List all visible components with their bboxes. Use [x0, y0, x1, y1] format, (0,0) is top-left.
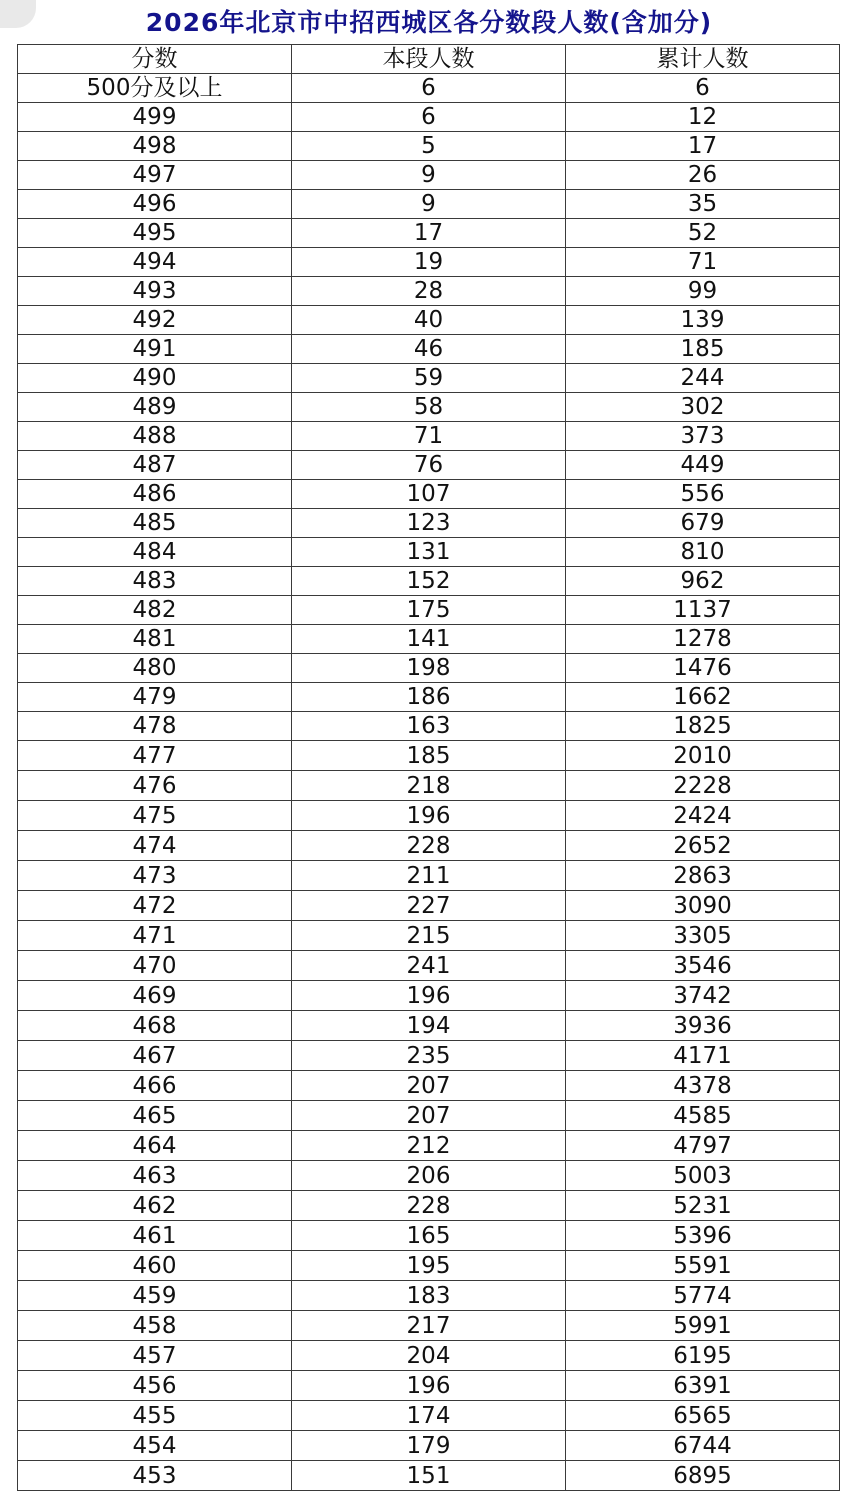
cumulative-count-cell: 2010 — [566, 741, 840, 771]
cumulative-count-cell: 3546 — [566, 951, 840, 981]
segment-count-cell: 227 — [292, 891, 566, 921]
segment-count-cell: 9 — [292, 161, 566, 190]
table-row — [18, 1161, 840, 1191]
score-cell: 493 — [18, 277, 292, 306]
segment-count-cell: 185 — [292, 741, 566, 771]
table-row — [18, 861, 840, 891]
segment-count-cell: 107 — [292, 480, 566, 509]
table-row — [18, 1131, 840, 1161]
cumulative-count-cell: 449 — [566, 451, 840, 480]
table-row — [18, 801, 840, 831]
score-cell: 494 — [18, 248, 292, 277]
score-cell: 464 — [18, 1131, 292, 1161]
table-row — [18, 654, 840, 683]
table-row — [18, 74, 840, 103]
table-row — [18, 1041, 840, 1071]
cumulative-count-cell: 3742 — [566, 981, 840, 1011]
segment-count-cell: 28 — [292, 277, 566, 306]
table-row — [18, 1341, 840, 1371]
score-cell: 463 — [18, 1161, 292, 1191]
segment-count-cell: 198 — [292, 654, 566, 683]
table-row — [18, 335, 840, 364]
score-cell: 482 — [18, 596, 292, 625]
segment-count-cell: 186 — [292, 683, 566, 712]
segment-count-cell: 196 — [292, 981, 566, 1011]
score-cell: 455 — [18, 1401, 292, 1431]
cumulative-count-cell: 185 — [566, 335, 840, 364]
table-row — [18, 771, 840, 801]
score-cell: 473 — [18, 861, 292, 891]
cumulative-count-cell: 4585 — [566, 1101, 840, 1131]
segment-count-cell: 218 — [292, 771, 566, 801]
segment-count-cell: 196 — [292, 1371, 566, 1401]
cumulative-count-cell: 2424 — [566, 801, 840, 831]
table-body — [18, 74, 840, 1491]
table-row — [18, 538, 840, 567]
table-row — [18, 161, 840, 190]
score-cell: 466 — [18, 1071, 292, 1101]
cumulative-count-cell: 2652 — [566, 831, 840, 861]
score-cell: 470 — [18, 951, 292, 981]
cumulative-count-cell: 4378 — [566, 1071, 840, 1101]
cumulative-count-cell: 35 — [566, 190, 840, 219]
header-score: 分数 — [18, 45, 292, 74]
cumulative-count-cell: 17 — [566, 132, 840, 161]
score-cell: 484 — [18, 538, 292, 567]
segment-count-cell: 9 — [292, 190, 566, 219]
segment-count-cell: 165 — [292, 1221, 566, 1251]
table-row — [18, 509, 840, 538]
cumulative-count-cell: 3305 — [566, 921, 840, 951]
table-row — [18, 1311, 840, 1341]
score-cell: 458 — [18, 1311, 292, 1341]
page-title: 2026年北京市中招西城区各分数段人数(含加分) — [145, 8, 713, 37]
cumulative-count-cell: 5774 — [566, 1281, 840, 1311]
table-row — [18, 132, 840, 161]
table-row — [18, 683, 840, 712]
score-cell: 499 — [18, 103, 292, 132]
segment-count-cell: 204 — [292, 1341, 566, 1371]
segment-count-cell: 40 — [292, 306, 566, 335]
segment-count-cell: 19 — [292, 248, 566, 277]
cumulative-count-cell: 6391 — [566, 1371, 840, 1401]
cumulative-count-cell: 1825 — [566, 712, 840, 741]
segment-count-cell: 196 — [292, 801, 566, 831]
cumulative-count-cell: 5231 — [566, 1191, 840, 1221]
score-cell: 490 — [18, 364, 292, 393]
table-row — [18, 451, 840, 480]
cumulative-count-cell: 373 — [566, 422, 840, 451]
cumulative-count-cell: 6 — [566, 74, 840, 103]
cumulative-count-cell: 12 — [566, 103, 840, 132]
segment-count-cell: 194 — [292, 1011, 566, 1041]
score-cell: 460 — [18, 1251, 292, 1281]
segment-count-cell: 163 — [292, 712, 566, 741]
table-row — [18, 921, 840, 951]
table-header-row — [18, 45, 840, 74]
score-cell: 495 — [18, 219, 292, 248]
score-cell: 479 — [18, 683, 292, 712]
score-cell: 480 — [18, 654, 292, 683]
cumulative-count-cell: 244 — [566, 364, 840, 393]
score-cell: 467 — [18, 1041, 292, 1071]
cumulative-count-cell: 5003 — [566, 1161, 840, 1191]
score-cell: 478 — [18, 712, 292, 741]
score-cell: 496 — [18, 190, 292, 219]
segment-count-cell: 152 — [292, 567, 566, 596]
table-row — [18, 1221, 840, 1251]
table-row — [18, 306, 840, 335]
table-row — [18, 1281, 840, 1311]
table-row — [18, 422, 840, 451]
score-cell: 456 — [18, 1371, 292, 1401]
cumulative-count-cell: 26 — [566, 161, 840, 190]
segment-count-cell: 207 — [292, 1101, 566, 1131]
table-row — [18, 103, 840, 132]
cumulative-count-cell: 1476 — [566, 654, 840, 683]
cumulative-count-cell: 810 — [566, 538, 840, 567]
segment-count-cell: 235 — [292, 1041, 566, 1071]
score-cell: 475 — [18, 801, 292, 831]
cumulative-count-cell: 1137 — [566, 596, 840, 625]
score-cell: 498 — [18, 132, 292, 161]
table-row — [18, 981, 840, 1011]
score-cell: 476 — [18, 771, 292, 801]
table-row — [18, 951, 840, 981]
header-cumulative-count: 累计人数 — [566, 45, 840, 74]
score-cell: 487 — [18, 451, 292, 480]
segment-count-cell: 174 — [292, 1401, 566, 1431]
segment-count-cell: 241 — [292, 951, 566, 981]
segment-count-cell: 46 — [292, 335, 566, 364]
cumulative-count-cell: 4171 — [566, 1041, 840, 1071]
table-row — [18, 393, 840, 422]
table-row — [18, 625, 840, 654]
cumulative-count-cell: 5591 — [566, 1251, 840, 1281]
cumulative-count-cell: 302 — [566, 393, 840, 422]
score-cell: 486 — [18, 480, 292, 509]
score-cell: 481 — [18, 625, 292, 654]
segment-count-cell: 59 — [292, 364, 566, 393]
cumulative-count-cell: 2228 — [566, 771, 840, 801]
cumulative-count-cell: 6565 — [566, 1401, 840, 1431]
cumulative-count-cell: 6744 — [566, 1431, 840, 1461]
table-row — [18, 1191, 840, 1221]
score-cell: 485 — [18, 509, 292, 538]
table-row — [18, 831, 840, 861]
cumulative-count-cell: 3090 — [566, 891, 840, 921]
table-row — [18, 364, 840, 393]
cumulative-count-cell: 4797 — [566, 1131, 840, 1161]
segment-count-cell: 179 — [292, 1431, 566, 1461]
segment-count-cell: 206 — [292, 1161, 566, 1191]
cumulative-count-cell: 3936 — [566, 1011, 840, 1041]
score-cell: 461 — [18, 1221, 292, 1251]
table-row — [18, 1461, 840, 1491]
table-row — [18, 190, 840, 219]
score-cell: 465 — [18, 1101, 292, 1131]
table-row — [18, 1251, 840, 1281]
score-cell: 462 — [18, 1191, 292, 1221]
segment-count-cell: 217 — [292, 1311, 566, 1341]
cumulative-count-cell: 2863 — [566, 861, 840, 891]
segment-count-cell: 211 — [292, 861, 566, 891]
segment-count-cell: 6 — [292, 103, 566, 132]
table-row — [18, 248, 840, 277]
score-cell: 459 — [18, 1281, 292, 1311]
cumulative-count-cell: 1278 — [566, 625, 840, 654]
score-cell: 469 — [18, 981, 292, 1011]
cumulative-count-cell: 139 — [566, 306, 840, 335]
segment-count-cell: 5 — [292, 132, 566, 161]
score-cell: 457 — [18, 1341, 292, 1371]
segment-count-cell: 215 — [292, 921, 566, 951]
segment-count-cell: 175 — [292, 596, 566, 625]
header-segment-count: 本段人数 — [292, 45, 566, 74]
segment-count-cell: 17 — [292, 219, 566, 248]
score-cell: 489 — [18, 393, 292, 422]
table-row — [18, 1431, 840, 1461]
table-row — [18, 219, 840, 248]
table-row — [18, 891, 840, 921]
score-cell: 488 — [18, 422, 292, 451]
score-distribution-table — [17, 44, 840, 1491]
table-row — [18, 596, 840, 625]
table-row — [18, 712, 840, 741]
segment-count-cell: 183 — [292, 1281, 566, 1311]
score-cell: 497 — [18, 161, 292, 190]
cumulative-count-cell: 1662 — [566, 683, 840, 712]
table-row — [18, 1101, 840, 1131]
segment-count-cell: 207 — [292, 1071, 566, 1101]
table-row — [18, 480, 840, 509]
cumulative-count-cell: 962 — [566, 567, 840, 596]
segment-count-cell: 76 — [292, 451, 566, 480]
segment-count-cell: 228 — [292, 1191, 566, 1221]
segment-count-cell: 6 — [292, 74, 566, 103]
segment-count-cell: 58 — [292, 393, 566, 422]
segment-count-cell: 131 — [292, 538, 566, 567]
score-cell: 477 — [18, 741, 292, 771]
score-cell: 471 — [18, 921, 292, 951]
segment-count-cell: 228 — [292, 831, 566, 861]
cumulative-count-cell: 6195 — [566, 1341, 840, 1371]
table-row — [18, 567, 840, 596]
score-cell: 491 — [18, 335, 292, 364]
cumulative-count-cell: 6895 — [566, 1461, 840, 1491]
segment-count-cell: 195 — [292, 1251, 566, 1281]
segment-count-cell: 151 — [292, 1461, 566, 1491]
table-row — [18, 1401, 840, 1431]
cumulative-count-cell: 556 — [566, 480, 840, 509]
segment-count-cell: 212 — [292, 1131, 566, 1161]
cumulative-count-cell: 5991 — [566, 1311, 840, 1341]
table-row — [18, 1371, 840, 1401]
segment-count-cell: 141 — [292, 625, 566, 654]
segment-count-cell: 71 — [292, 422, 566, 451]
score-cell: 453 — [18, 1461, 292, 1491]
table-row — [18, 741, 840, 771]
score-cell: 500分及以上 — [18, 74, 292, 103]
score-cell: 468 — [18, 1011, 292, 1041]
score-cell: 474 — [18, 831, 292, 861]
score-cell: 483 — [18, 567, 292, 596]
score-cell: 472 — [18, 891, 292, 921]
table-row — [18, 277, 840, 306]
cumulative-count-cell: 99 — [566, 277, 840, 306]
segment-count-cell: 123 — [292, 509, 566, 538]
cumulative-count-cell: 679 — [566, 509, 840, 538]
cumulative-count-cell: 5396 — [566, 1221, 840, 1251]
table-row — [18, 1071, 840, 1101]
cumulative-count-cell: 71 — [566, 248, 840, 277]
cumulative-count-cell: 52 — [566, 219, 840, 248]
table-row — [18, 1011, 840, 1041]
score-cell: 454 — [18, 1431, 292, 1461]
score-cell: 492 — [18, 306, 292, 335]
